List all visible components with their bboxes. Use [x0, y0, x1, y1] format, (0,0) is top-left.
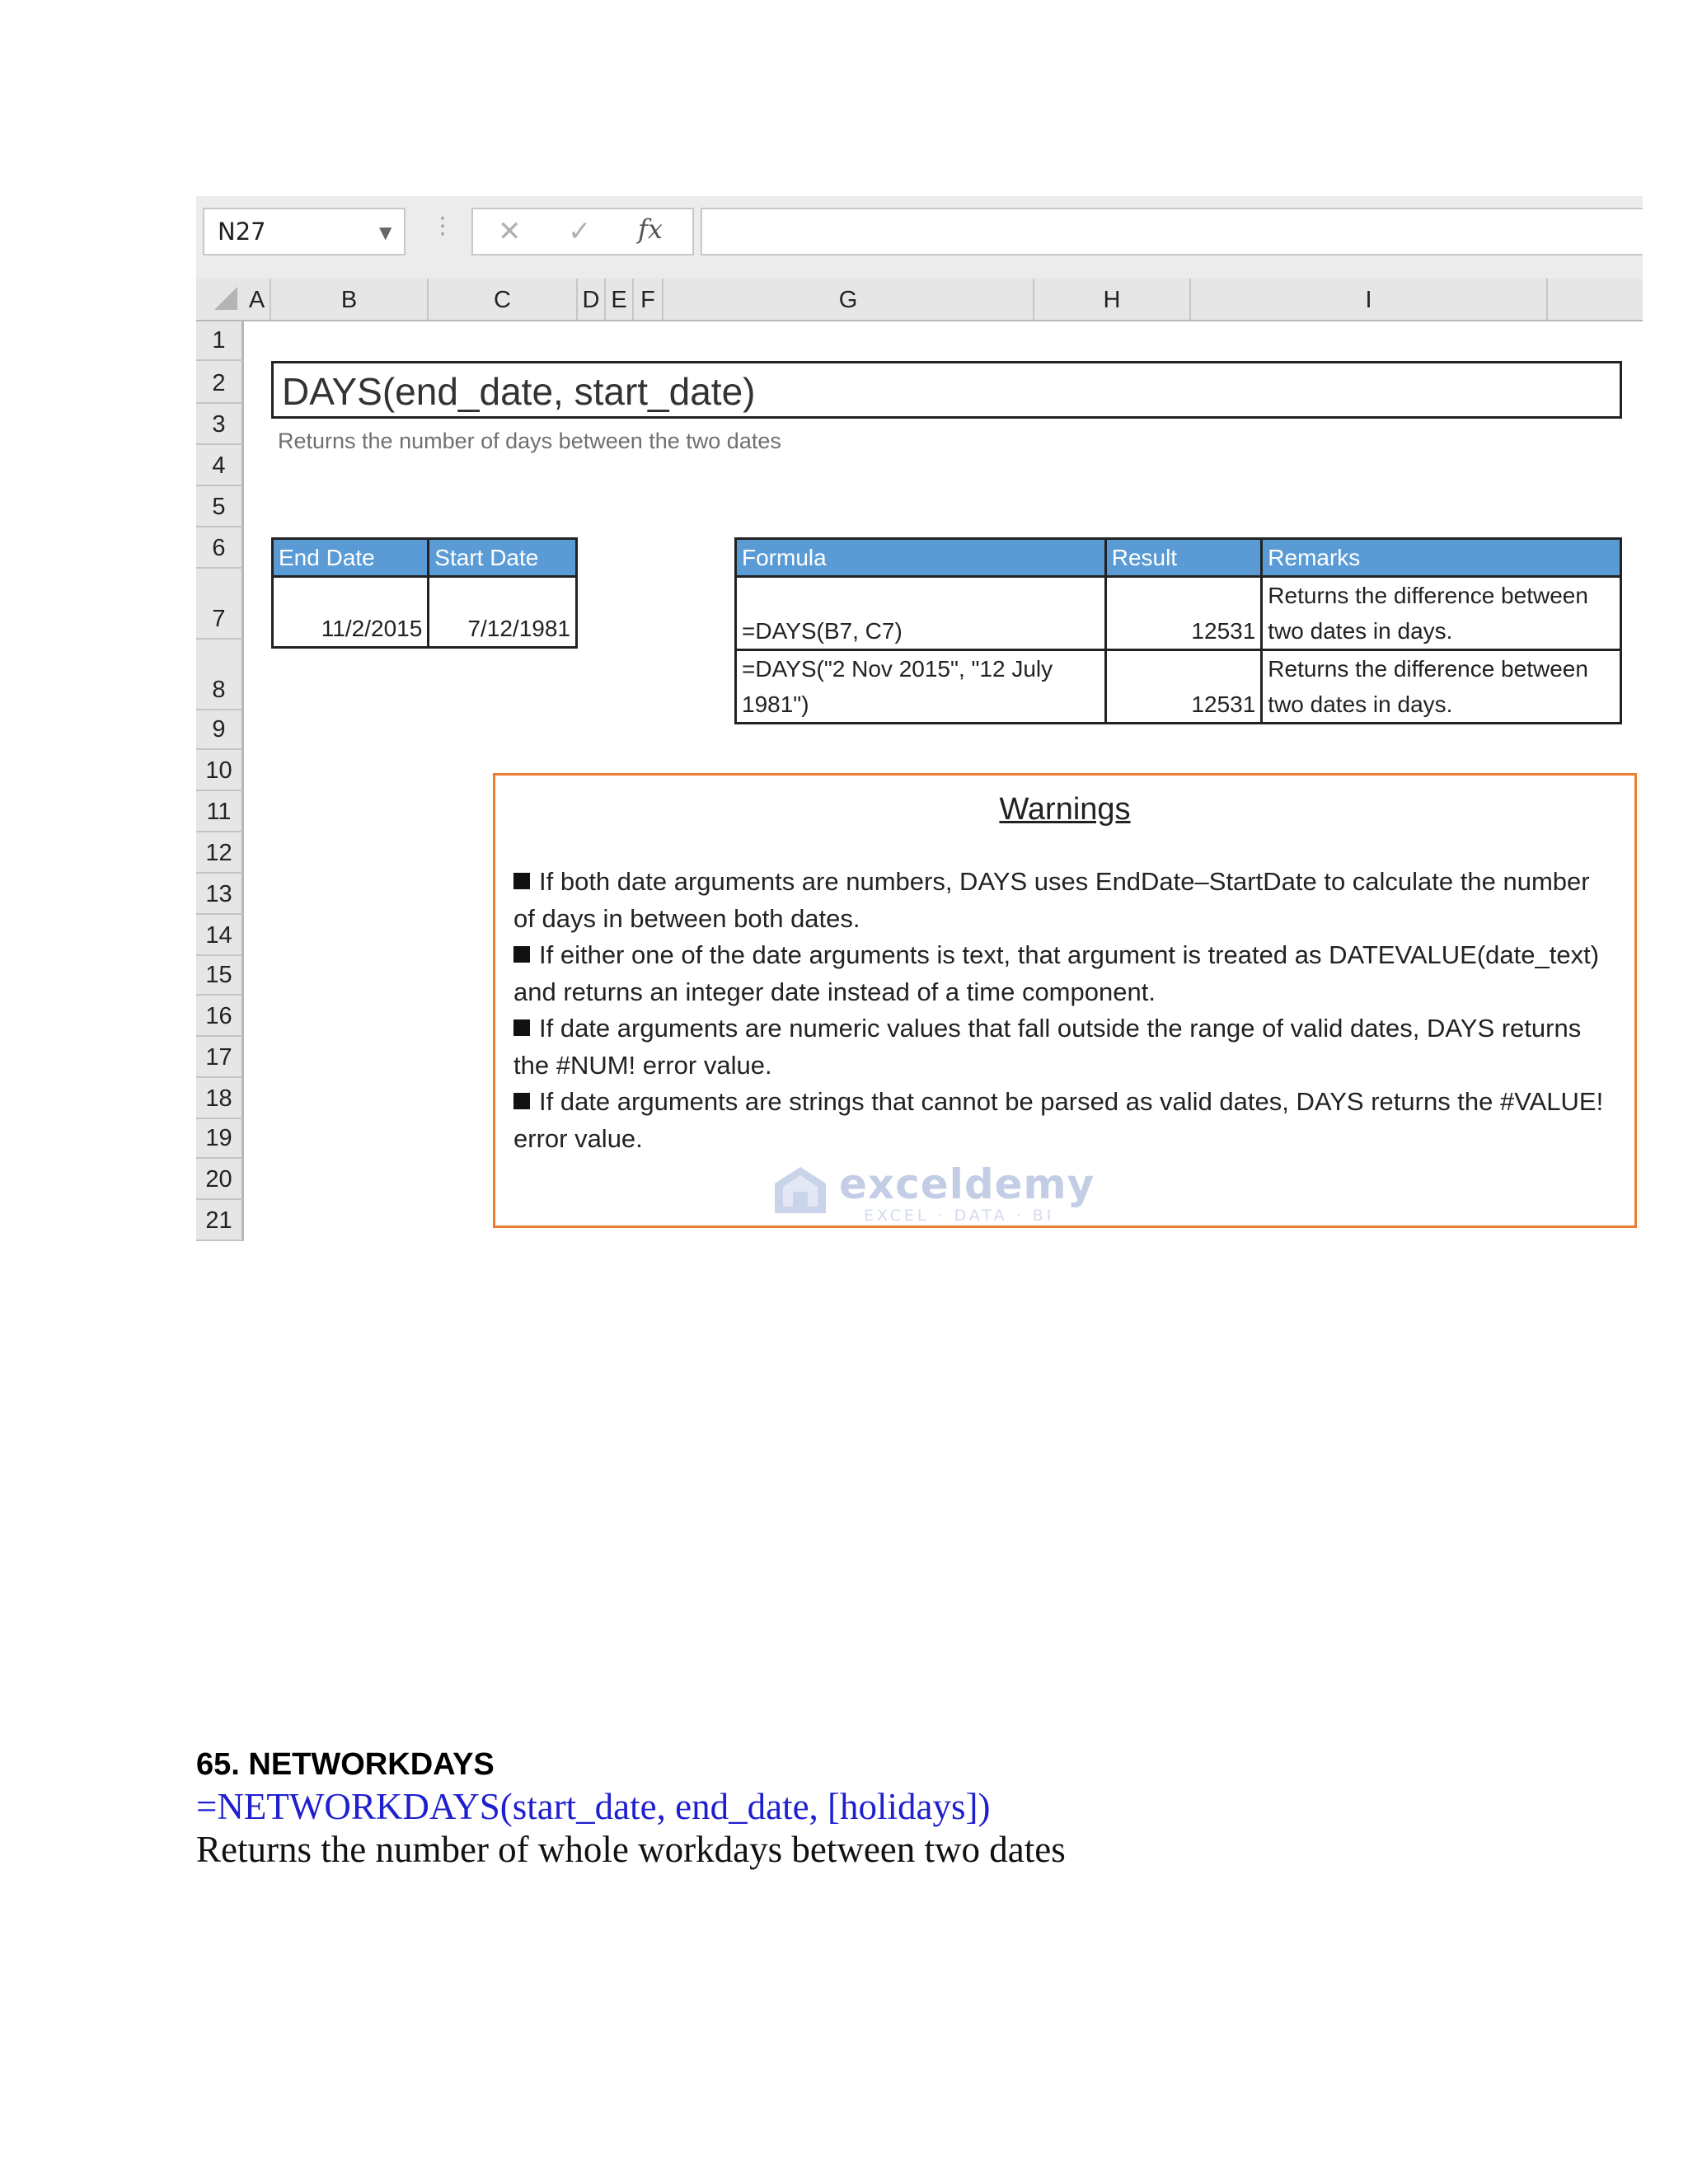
cancel-icon[interactable]: ✕	[498, 215, 522, 248]
column-header-d[interactable]: D	[578, 279, 606, 320]
row-header[interactable]: 9	[196, 710, 244, 750]
row-headers	[196, 321, 244, 1263]
exceldemy-logo-icon	[773, 1165, 828, 1215]
row-header[interactable]: 12	[196, 832, 244, 874]
row-header[interactable]: 6	[196, 527, 244, 569]
column-header-f[interactable]: F	[634, 279, 663, 320]
table-row	[736, 650, 1621, 724]
cell-formula[interactable]: =DAYS(B7, C7)	[736, 577, 1106, 650]
column-header-g[interactable]: G	[663, 279, 1034, 320]
row-header[interactable]: 8	[196, 640, 244, 710]
warning-text: If date arguments are strings that cannot be parsed as valid dates, DAYS returns the #VALUE! error value.	[513, 1087, 1604, 1153]
header-remarks[interactable]: Remarks	[1262, 539, 1621, 577]
header-result[interactable]: Result	[1105, 539, 1262, 577]
title-cell[interactable]	[271, 361, 1622, 419]
warning-item	[513, 864, 1618, 937]
square-bullet-icon	[513, 1093, 530, 1109]
name-box-dropdown-icon[interactable]: ▼	[379, 223, 392, 242]
warning-text: If either one of the date arguments is text, that argument is treated as DATEVALUE(date_text) and returns an integer date instead of a time component.	[513, 940, 1600, 1006]
cell-remarks[interactable]: Returns the difference between two dates in days.	[1262, 577, 1621, 650]
column-header-e[interactable]: E	[606, 279, 634, 320]
warning-text: If date arguments are numeric values that fall outside the range of valid dates, DAYS returns the #NUM! error value.	[513, 1014, 1582, 1080]
row-header[interactable]: 21	[196, 1200, 244, 1241]
warning-item	[513, 1010, 1618, 1084]
row-header[interactable]: 16	[196, 996, 244, 1037]
warning-item	[513, 937, 1618, 1010]
column-headers	[196, 279, 1643, 321]
function-title: DAYS(end_date, start_date)	[282, 370, 756, 413]
row-header[interactable]: 5	[196, 486, 244, 527]
exceldemy-watermark	[773, 1160, 1095, 1226]
enter-check-icon[interactable]: ✓	[568, 215, 592, 248]
header-end-date[interactable]: End Date	[273, 539, 429, 577]
row-header[interactable]: 13	[196, 874, 244, 915]
row-header[interactable]: 14	[196, 915, 244, 956]
square-bullet-icon	[513, 873, 530, 889]
row-header[interactable]: 4	[196, 445, 244, 486]
cell-remarks[interactable]: Returns the difference between two dates in days.	[1262, 650, 1621, 724]
excel-screenshot	[196, 196, 1643, 1263]
column-header-i[interactable]: I	[1191, 279, 1548, 320]
square-bullet-icon	[513, 946, 530, 963]
section-heading: 65. NETWORKDAYS	[196, 1747, 495, 1782]
dates-table	[271, 537, 578, 649]
column-header-b[interactable]: B	[271, 279, 429, 320]
cell-start-date[interactable]: 7/12/1981	[429, 577, 577, 648]
row-header[interactable]: 3	[196, 404, 244, 445]
row-header[interactable]: 15	[196, 956, 244, 996]
cell-end-date[interactable]: 11/2/2015	[273, 577, 429, 648]
formula-bar	[196, 196, 1643, 279]
row-header[interactable]: 19	[196, 1119, 244, 1159]
row-header[interactable]: 17	[196, 1037, 244, 1078]
name-box[interactable]	[203, 208, 406, 255]
warnings-list	[513, 864, 1618, 1157]
row-header[interactable]: 10	[196, 750, 244, 791]
column-header-a[interactable]: A	[244, 279, 271, 320]
row-header[interactable]: 20	[196, 1159, 244, 1200]
select-all-corner[interactable]	[196, 279, 244, 320]
header-formula[interactable]: Formula	[736, 539, 1106, 577]
row-header[interactable]: 11	[196, 791, 244, 832]
watermark-tagline: EXCEL · DATA · BI	[864, 1207, 1055, 1225]
header-start-date[interactable]: Start Date	[429, 539, 577, 577]
cell-result[interactable]: 12531	[1105, 577, 1262, 650]
watermark-name: exceldemy	[839, 1160, 1095, 1208]
cell-formula[interactable]: =DAYS("2 Nov 2015", "12 July 1981")	[736, 650, 1106, 724]
row-header[interactable]: 2	[196, 361, 244, 404]
warning-text: If both date arguments are numbers, DAYS uses EndDate–StartDate to calculate the number of days in between both dates.	[513, 867, 1590, 933]
row-header[interactable]: 18	[196, 1078, 244, 1119]
row-header[interactable]: 7	[196, 569, 244, 640]
function-syntax: =NETWORKDAYS(start_date, end_date, [holidays])	[196, 1786, 991, 1827]
row-header[interactable]: 1	[196, 321, 244, 361]
function-subtitle: Returns the number of days between the two dates	[278, 429, 781, 453]
formula-table	[734, 537, 1622, 724]
formula-buttons	[471, 208, 694, 255]
formula-bar-grip-icon[interactable]: ⋮	[431, 212, 454, 239]
name-box-value: N27	[218, 218, 266, 246]
insert-function-icon[interactable]: fx	[638, 213, 663, 245]
table-row	[736, 577, 1621, 650]
formula-input[interactable]	[701, 208, 1643, 255]
cell-result[interactable]: 12531	[1105, 650, 1262, 724]
column-header-h[interactable]: H	[1034, 279, 1191, 320]
select-all-triangle-icon	[214, 287, 237, 310]
function-description: Returns the number of whole workdays between two dates	[196, 1829, 1066, 1870]
square-bullet-icon	[513, 1019, 530, 1036]
warning-item	[513, 1084, 1618, 1157]
column-header-c[interactable]: C	[429, 279, 578, 320]
warnings-title: Warnings	[999, 792, 1131, 827]
